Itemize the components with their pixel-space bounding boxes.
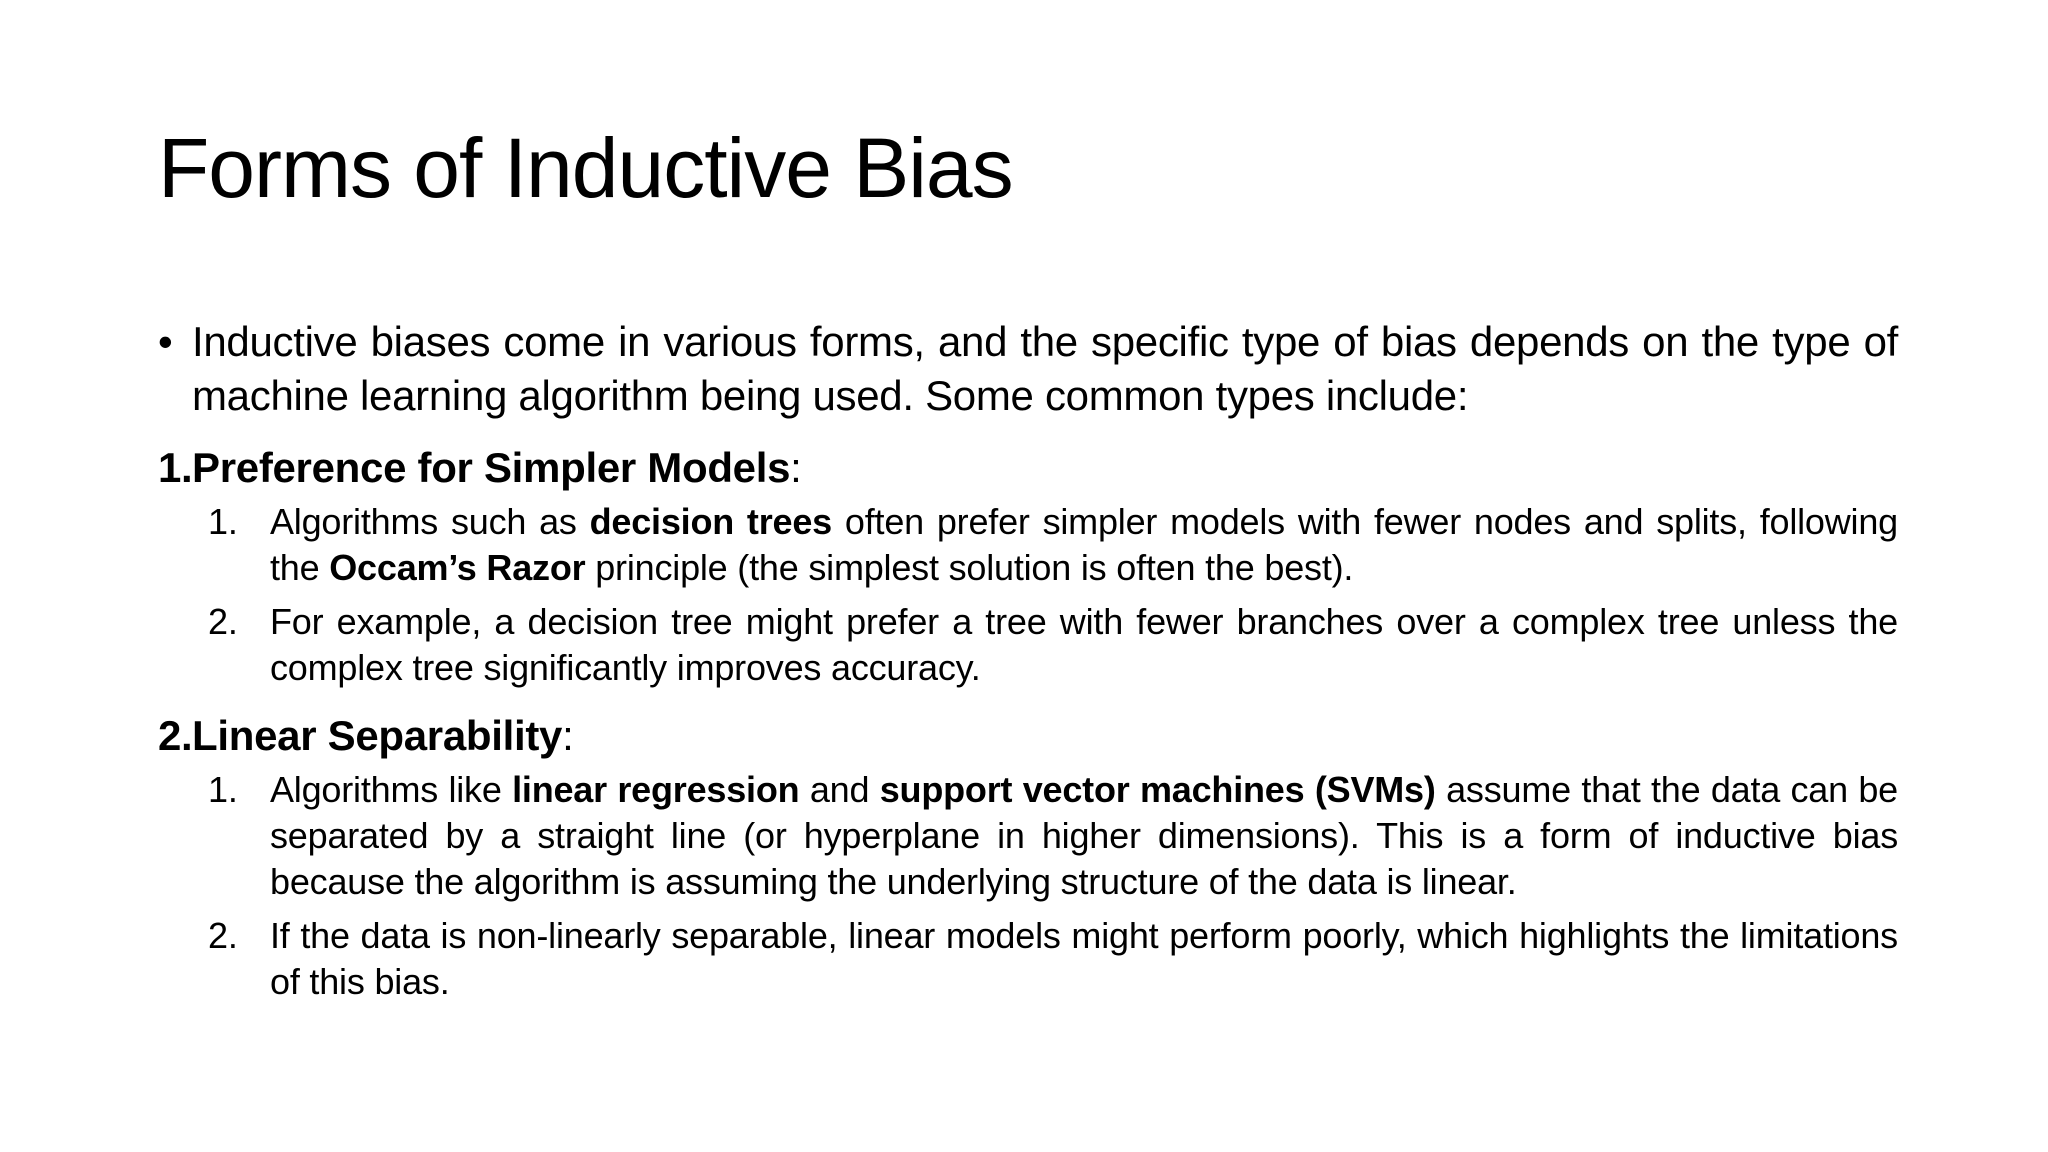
intro-paragraph — [158, 315, 1898, 423]
sections-list — [158, 441, 1898, 1005]
item-text: assume that the data can be separated by a straight line (or hyperplane in higher dimensions). This is a form of inductive bias because the algorithm is assuming the underlying structure of the data is linear. — [270, 769, 1899, 902]
item-text: often prefer simpler models with fewer nodes and splits, following the — [270, 501, 1898, 588]
bullet-marker: • — [158, 318, 173, 365]
section-heading-colon: : — [790, 444, 802, 491]
section-number: 1. — [158, 444, 193, 491]
list-item — [158, 499, 1898, 591]
section-items — [158, 767, 1898, 1005]
list-item — [158, 767, 1898, 905]
bold-term: decision trees — [589, 501, 832, 542]
item-text: If the data is non-linearly separable, linear models might perform poorly, which highlights the limitations of this bias. — [270, 915, 1898, 1002]
list-item-number: 2. — [208, 915, 238, 956]
list-item-number: 2. — [208, 601, 238, 642]
item-text: For example, a decision tree might prefer a tree with fewer branches over a complex tree unless the complex tree significantly improves accuracy. — [270, 601, 1898, 688]
item-text: principle (the simplest solution is often the best). — [585, 547, 1354, 588]
section-heading-text: Linear Separability — [192, 712, 563, 759]
item-text: Algorithms like — [270, 769, 513, 810]
slide-title: Forms of Inductive Bias — [158, 121, 1013, 215]
section-heading — [158, 709, 1898, 763]
item-text: Algorithms such as — [270, 501, 590, 542]
bold-term: support vector machines (SVMs) — [879, 769, 1436, 810]
list-item — [158, 913, 1898, 1005]
section-heading — [158, 441, 1898, 495]
section-heading-text: Preference for Simpler Models — [192, 444, 791, 491]
slide-content — [158, 315, 1898, 1013]
list-item-number: 1. — [208, 501, 238, 542]
section-items — [158, 499, 1898, 691]
bold-term: linear regression — [512, 769, 800, 810]
list-item-number: 1. — [208, 769, 238, 810]
section-heading-colon: : — [562, 712, 574, 759]
section — [158, 709, 1898, 1005]
list-item — [158, 599, 1898, 691]
section — [158, 441, 1898, 691]
section-number: 2. — [158, 712, 193, 759]
intro-text: Inductive biases come in various forms, and the specific type of bias depends on the type of machine learning algorithm being used. Some common types include: — [192, 318, 1898, 419]
item-text: and — [799, 769, 880, 810]
bold-term: Occam’s Razor — [329, 547, 586, 588]
